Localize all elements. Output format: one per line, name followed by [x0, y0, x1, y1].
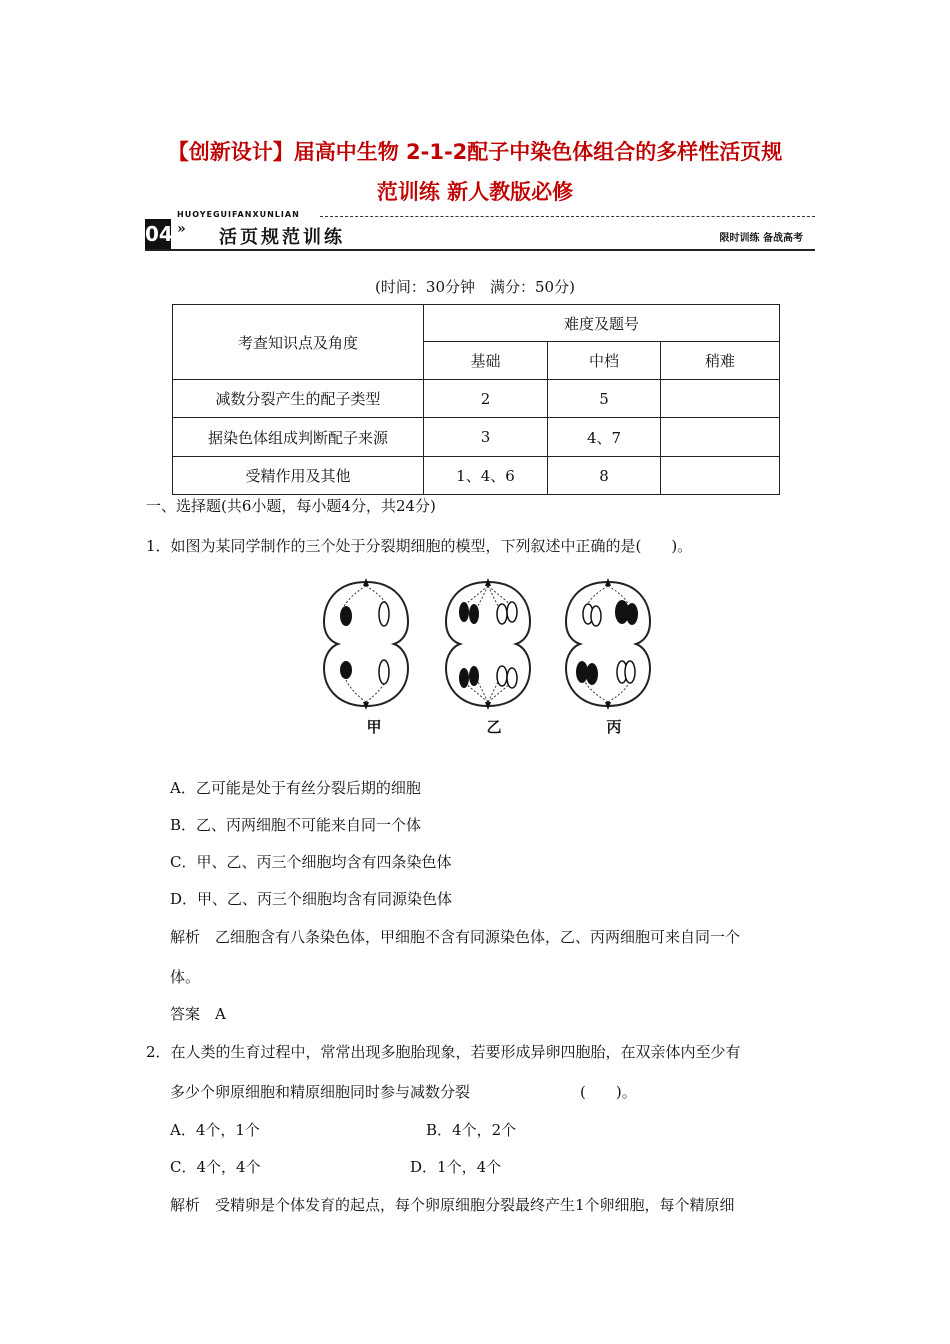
q2-analysis: 解析 受精卵是个体发育的起点，每个卵原细胞分裂最终产生1个卵细胞，每个精原细	[170, 1196, 735, 1214]
q2-option-c: C．4个，4个	[170, 1158, 261, 1176]
table-row	[173, 418, 780, 457]
row-topic: 据染色体组成判断配子来源	[173, 418, 424, 457]
double-chevron-icon: »	[177, 221, 186, 237]
title-line-2: 范训练 新人教版必修	[376, 180, 574, 204]
header-medium: 中档	[548, 342, 661, 380]
banner-number: 04	[145, 219, 171, 249]
q2-option-a: A．4个，1个	[170, 1121, 260, 1139]
header-hard: 稍难	[661, 342, 780, 380]
document-title	[130, 132, 820, 212]
banner-slogan: 限时训练 备战高考	[719, 233, 803, 244]
header-difficulty: 难度及题号	[424, 305, 780, 342]
section-banner	[145, 205, 815, 251]
banner-dashed-line	[320, 216, 815, 217]
row-topic: 减数分裂产生的配子类型	[173, 380, 424, 418]
title-line-1: 【创新设计】届高中生物 2-1-2配子中染色体组合的多样性活页规	[167, 140, 783, 164]
row-hard	[661, 457, 780, 495]
q1-analysis-line-1: 解析 乙细胞含有八条染色体，甲细胞不含有同源染色体，乙、丙两细胞可来自同一个	[170, 928, 741, 946]
q1-option-c: C．甲、乙、丙三个细胞均含有四条染色体	[170, 853, 452, 871]
knowledge-table	[172, 304, 780, 495]
section-heading: 一、选择题(共6小题，每小题4分，共24分)	[146, 497, 436, 515]
q1-option-b: B．乙、丙两细胞不可能来自同一个体	[170, 816, 422, 834]
time-info: (时间：30分钟 满分：50分)	[375, 278, 575, 296]
q1-stem: 1．如图为某同学制作的三个处于分裂期细胞的模型，下列叙述中正确的是( )。	[146, 537, 693, 555]
figure-label-yi: 乙	[486, 718, 502, 736]
banner-rule	[145, 249, 815, 251]
row-medium: 8	[548, 457, 661, 495]
q1-answer: 答案 A	[170, 1005, 226, 1023]
figure-label-bing: 丙	[606, 718, 622, 736]
row-hard	[661, 380, 780, 418]
row-medium: 4、7	[548, 418, 661, 457]
cell-model-figure	[318, 574, 658, 744]
cell-model-drawing	[318, 574, 658, 714]
row-medium: 5	[548, 380, 661, 418]
q1-option-d: D．甲、乙、丙三个细胞均含有同源染色体	[170, 890, 453, 908]
q1-analysis-line-2: 体。	[170, 968, 201, 986]
row-basic: 1、4、6	[424, 457, 548, 495]
table-row	[173, 380, 780, 418]
row-basic: 3	[424, 418, 548, 457]
row-topic: 受精作用及其他	[173, 457, 424, 495]
q2-stem-line-2: 多少个卵原细胞和精原细胞同时参与减数分裂	[170, 1083, 471, 1101]
q2-answer-paren: ( )。	[580, 1083, 637, 1101]
row-hard	[661, 418, 780, 457]
banner-name: 活页规范训练	[219, 227, 345, 248]
q1-option-a: A．乙可能是处于有丝分裂后期的细胞	[170, 779, 421, 797]
banner-pinyin: HUOYEGUIFANXUNLIAN	[177, 210, 300, 219]
row-basic: 2	[424, 380, 548, 418]
header-basic: 基础	[424, 342, 548, 380]
header-knowledge: 考查知识点及角度	[173, 305, 424, 380]
table-row	[173, 457, 780, 495]
q2-option-b: B．4个，2个	[426, 1121, 517, 1139]
q2-stem-line-1: 2．在人类的生育过程中，常常出现多胞胎现象，若要形成异卵四胞胎，在双亲体内至少有	[146, 1043, 741, 1061]
q2-option-d: D．1个，4个	[410, 1158, 502, 1176]
figure-label-jia: 甲	[366, 718, 382, 736]
